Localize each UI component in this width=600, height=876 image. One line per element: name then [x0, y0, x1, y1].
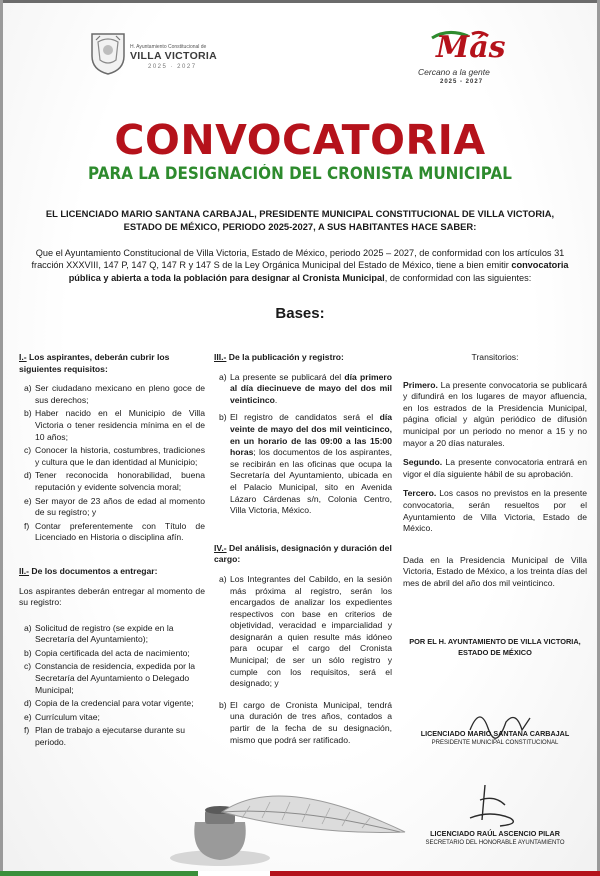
- intro-part1: Que el Ayuntamiento Constitucional de Villa Victoria, Estado de México, periodo 2025 – 2027, de conformidad con los artículos 31 fracción XXXVIII, 147 P, 147 Q, 147 R y 147 S de la Ley Orgánica Municipal del Estado de México, tiene a bien emitir: [31, 248, 565, 271]
- item-letter: e): [24, 711, 32, 722]
- villa-victoria-logo: [88, 30, 228, 80]
- publication-list: [214, 372, 392, 517]
- item-letter: e): [24, 495, 32, 506]
- list-item: [19, 521, 205, 544]
- list-item: [19, 725, 205, 748]
- top-border: [0, 0, 600, 3]
- transitorio-label: Primero.: [403, 379, 438, 390]
- logo-slogan: Cercano a la gente: [418, 67, 490, 77]
- transitorio-label: Tercero.: [403, 488, 437, 499]
- documents-list: [19, 623, 205, 749]
- list-item: [19, 712, 205, 724]
- item-letter: c): [24, 661, 32, 672]
- document-subtitle: PARA LA DESIGNACIÓN DEL CRONISTA MUNICIPAL: [88, 164, 512, 183]
- transitorio-label: Segundo.: [403, 457, 443, 468]
- item-text: Ser mayor de 23 años de edad al momento de su registro; y: [35, 495, 205, 518]
- signer1-role: PRESIDENTE MUNICIPAL CONSTITUCIONAL: [431, 740, 559, 746]
- list-item: [19, 408, 205, 443]
- lead-paragraph: EL LICENCIADO MARIO SANTANA CARBAJAL, PRESIDENTE MUNICIPAL CONSTITUCIONAL DE VILLA VICTORIA, ESTADO DE MÉXICO, PERIODO 2025-2027, A SUS HABITANTES HACE SABER:: [45, 208, 555, 232]
- section4-title: Del análisis, designación y duración del cargo:: [214, 542, 392, 565]
- bottom-color-stripe: [0, 871, 600, 876]
- logo-right-years: 2025 - 2027: [440, 79, 484, 85]
- signer2-name: LICENCIADO RAÚL ASCENCIO PILAR: [430, 829, 560, 838]
- signature-scribble-icon: [440, 780, 550, 835]
- item-letter: f): [24, 725, 30, 736]
- logo-years: 2025 · 2027: [148, 64, 197, 70]
- item-bold-text: día veinte de mayo del dos mil veinticinco, en un horario de las 09:00 a las 15:00 horas: [230, 412, 392, 458]
- list-item: [19, 648, 205, 660]
- item-letter: c): [24, 445, 32, 456]
- section4-number: IV.-: [214, 542, 227, 553]
- item-text: Contar preferentemente con Título de Licenciado en Historia o disciplina afín.: [35, 520, 205, 543]
- item-bold-text: día primero al día diecinueve de mayo del dos mil veinticinco: [230, 371, 392, 405]
- intro-paragraph: [30, 247, 570, 284]
- bases-heading: Bases:: [275, 305, 325, 322]
- section3-number: III.-: [214, 352, 227, 362]
- item-text-end: .: [274, 394, 278, 405]
- list-item: [214, 574, 392, 690]
- item-text: Haber nacido en el Municipio de Villa Victoria o tener residencia mínima en el de 10 años;: [35, 408, 205, 442]
- transitorio-text: Los casos no previstos en la presente convocatoria, serán resueltos por el Ayuntamiento de Villa Victoria, Estado de México.: [403, 488, 587, 534]
- section2-number: II.-: [19, 565, 30, 576]
- section1-title: Los aspirantes, deberán cubrir los siguientes requisitos:: [19, 352, 170, 374]
- list-item: [19, 623, 205, 646]
- logo-mas-word: Más: [436, 30, 506, 65]
- item-text: El cargo de Cronista Municipal, tendrá una duración de tres años, contados a partir de la fecha de su designación, mismo que podrá ser ratificado.: [230, 699, 392, 745]
- item-letter: a): [219, 371, 227, 382]
- list-item: [19, 445, 205, 468]
- list-item: [19, 661, 205, 696]
- list-item: [214, 412, 392, 516]
- item-text: Copia de la credencial para votar vigente;: [35, 698, 194, 709]
- logo-municipality-name: VILLA VICTORIA: [130, 50, 218, 62]
- item-letter: b): [219, 699, 227, 710]
- item-letter: b): [24, 408, 32, 419]
- item-text: Solicitud de registro (se expide en la Secretaría del Ayuntamiento);: [35, 622, 174, 645]
- item-text: Currículum vitae;: [35, 711, 100, 722]
- closing-paragraph: Dada en la Presidencia Municipal de Villa Victoria, Estado de México, a los treinta días del mes de abril del año dos mil veinticinco.: [403, 554, 587, 588]
- transitorio-text: La presente convocatoria entrará en vigor el día siguiente hábil de su aprobación.: [403, 457, 587, 479]
- column-middle: [214, 352, 392, 748]
- transitorio-item: [403, 380, 587, 450]
- item-text: Tener reconocida honorabilidad, buena reputación y evidente solvencia moral;: [35, 470, 205, 492]
- signer2-role: SECRETARIO DEL HONORABLE AYUNTAMIENTO: [425, 840, 565, 846]
- item-letter: f): [24, 520, 30, 531]
- municipal-shield-icon: [88, 30, 128, 76]
- intro-bold: convocatoria pública y abierta a toda la población para designar al Cronista Municipal: [68, 260, 569, 283]
- analysis-list: [214, 574, 392, 746]
- item-text: Conocer la historia, costumbres, tradiciones y cultura que le dan identidad al Municipio;: [35, 445, 205, 467]
- section1-heading: [19, 352, 205, 375]
- item-letter: a): [24, 622, 32, 633]
- list-item: [19, 698, 205, 710]
- item-letter: d): [24, 698, 32, 709]
- column-left: [19, 352, 205, 751]
- inkwell-quill-icon: [150, 772, 410, 872]
- item-text: La presente se publicará del: [230, 371, 345, 382]
- column-right: [403, 352, 587, 598]
- list-item: [19, 470, 205, 493]
- intro-part2: , de conformidad con las siguientes:: [384, 272, 532, 283]
- transitorio-item: [403, 488, 587, 534]
- signer1-name: LICENCIADO MARIO SANTANA CARBAJAL: [420, 729, 570, 738]
- list-item: [19, 383, 205, 406]
- item-letter: a): [24, 383, 32, 394]
- section2-intro: Los aspirantes deberán entregar al momento de su registro:: [19, 585, 205, 608]
- section3-heading: [214, 352, 392, 364]
- transitorio-text: La presente convocatoria se publicará y difundirá en los lugares de mayor afluencia, en los estrados de la Presidencia Municipal, página oficial y algún periódico de difusión municipal por un periodo no menor a 15 y no mayor a 20 días naturales.: [403, 379, 587, 448]
- section4-heading: [214, 543, 392, 566]
- item-letter: d): [24, 470, 32, 481]
- item-letter: b): [219, 412, 227, 423]
- list-item: [214, 700, 392, 746]
- item-letter: b): [24, 647, 32, 658]
- item-text: El registro de candidatos será el: [230, 412, 380, 423]
- signature-heading: POR EL H. AYUNTAMIENTO DE VILLA VICTORIA, ESTADO DE MÉXICO: [409, 637, 581, 657]
- item-text: Copia certificada del acta de nacimiento;: [35, 647, 190, 658]
- item-text: Constancia de residencia, expedida por la Secretaría del Ayuntamiento o Delegado Municipal;: [35, 661, 196, 695]
- list-item: [19, 496, 205, 519]
- list-item: [214, 372, 392, 407]
- section2-title: De los documentos a entregar:: [29, 565, 158, 576]
- document-title: CONVOCATORIA: [114, 116, 486, 164]
- transitorios-heading: Transitorios:: [471, 352, 519, 362]
- item-text: Plan de trabajo a ejecutarse durante su periodo.: [35, 725, 186, 748]
- item-letter: a): [219, 573, 227, 584]
- section2-heading: [19, 566, 205, 578]
- section1-number: I.-: [19, 352, 27, 362]
- section3-title: De la publicación y registro:: [226, 352, 344, 362]
- transitorio-item: [403, 457, 587, 480]
- item-text-end: ; los documentos de los aspirantes, se recibirán en las oficinas que ocupa la Secretaría del Ayuntamiento, ubicada en el Palacio Municipal, sito en Avenida Lázaro Cárdenas s/n, Colonia Centro, Villa Victoria, México.: [230, 447, 392, 516]
- mas-cercano-logo: [418, 30, 508, 92]
- item-text: Ser ciudadano mexicano en pleno goce de sus derechos;: [35, 383, 205, 405]
- logo-ayuntamiento-text: H. Ayuntamiento Constitucional de: [130, 44, 207, 50]
- requirements-list: [19, 383, 205, 544]
- item-text: Los Integrantes del Cabildo, en la sesión más próxima al registro, serán los encargados de analizar los expedientes respectivos con base en criterios de objetividad, veracidad e imparcialidad y designarán a quien resulte más idóneo para ocupar el cargo del Cronista Municipal; de ser un sólo registro y cumple con los requisitos, será el designado; y: [230, 573, 392, 689]
